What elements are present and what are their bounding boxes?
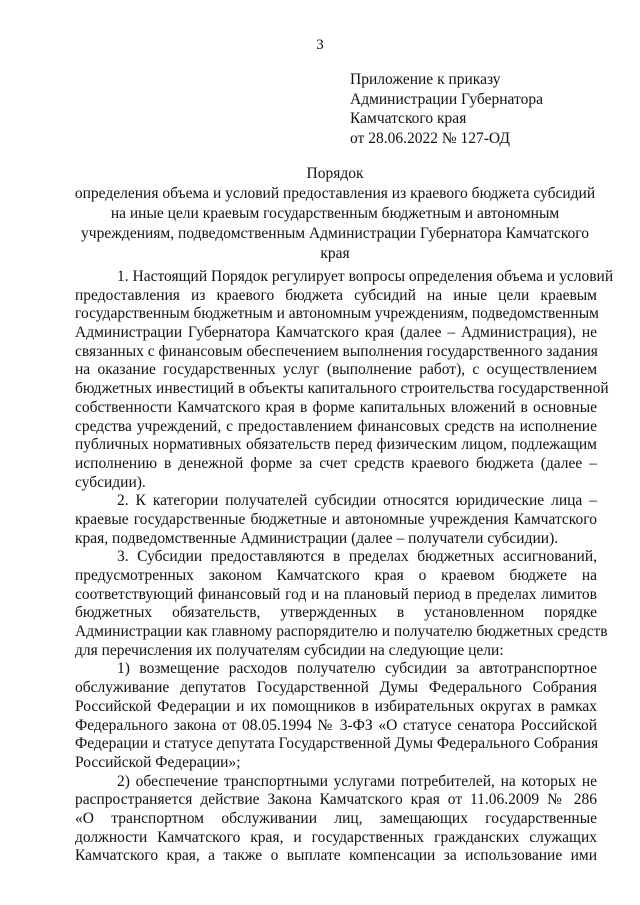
title-line: определения объема и условий предоставления из краевого бюджета субсидий: [74, 185, 596, 202]
body-line: бюджетных инвестиций в объекты капитального строительства государственной: [75, 380, 609, 398]
body-line: исполнению в денежной форме за счет средств краевого бюджета (далее –: [75, 454, 597, 472]
body-line: должности Камчатского края, и государственных гражданских служащих: [75, 828, 597, 846]
body-line: собственности Камчатского края в форме капитальных вложений в основные: [75, 398, 597, 416]
body-line: на оказание государственных услуг (выполнение работ), с осуществлением: [75, 361, 597, 379]
body-line: бюджетных обязательств, утвержденных в установленном порядке: [75, 604, 597, 622]
appendix-line: от 28.06.2022 № 127-ОД: [350, 129, 510, 147]
appendix-line: Администрации Губернатора: [350, 90, 543, 108]
body-line: предусмотренных законом Камчатского края о краевом бюджете на: [75, 567, 597, 584]
body-line: предоставления из краевого бюджета субсидий на иные цели краевым: [75, 286, 597, 304]
body-line: Администрации как главному распорядителю и получателю бюджетных средств: [75, 623, 608, 641]
body-line: краевые государственные бюджетные и автономные учреждения Камчатского: [75, 510, 597, 528]
appendix-line: Камчатского края: [350, 110, 467, 127]
title-line: учреждениям, подведомственным Администрации Губернатора Камчатского: [81, 225, 589, 242]
body-line: Российской Федерации и их помощников в избирательных округах в рамках: [75, 697, 597, 715]
body-line: Федерации и статусе депутата Государственной Думы Федерального Собрания: [75, 735, 599, 753]
body-line: средства учреждений, с предоставлением финансовых средств на исполнение: [75, 417, 597, 435]
body-line: для перечисления их получателям субсидии на следующие цели:: [75, 641, 504, 659]
title-line: Порядок: [306, 165, 364, 182]
body-line: 3. Субсидии предоставляются в пределах бюджетных ассигнований,: [117, 548, 597, 566]
body-line: публичных нормативных обязательств перед физическим лицом, подлежащим: [75, 436, 597, 454]
body-line: Администрации Губернатора Камчатского края (далее – Администрация), не: [75, 324, 597, 342]
body-line: края, подведомственные Администрации (далее – получатели субсидии).: [75, 529, 559, 547]
body-line: 1. Настоящий Порядок регулирует вопросы определения объема и условий: [117, 268, 614, 285]
document-title: [70, 164, 600, 264]
body-line: «О транспортном обслуживании лиц, замещающих государственные: [75, 809, 597, 827]
title-line: края: [320, 245, 350, 262]
appendix-block: [350, 70, 620, 148]
document-body: [75, 268, 614, 866]
body-line: 2. К категории получателей субсидии относятся юридические лица –: [117, 492, 597, 510]
body-line: государственным бюджетным и автономным учреждениям, подведомственным: [75, 305, 599, 323]
page-number: 3: [316, 37, 324, 53]
body-line: Российской Федерации»;: [75, 753, 241, 771]
body-line: Камчатского края, а также о выплате компенсации за использование ими: [75, 847, 597, 865]
appendix-line: Приложение к приказу: [350, 71, 501, 88]
body-line: Федерального закона от 08.05.1994 № 3-ФЗ «О статусе сенатора Российской: [75, 716, 597, 734]
title-line: на иные цели краевым государственным бюджетным и автономным: [110, 205, 560, 222]
body-line: соответствующий финансовый год и на плановый период в пределах лимитов: [75, 585, 597, 603]
body-line: 2) обеспечение транспортными услугами потребителей, на которых не: [117, 772, 597, 790]
body-line: распространяется действие Закона Камчатского края от 11.06.2009 № 286: [75, 791, 597, 809]
body-line: обслуживание депутатов Государственной Думы Федерального Собрания: [75, 679, 597, 697]
body-line: связанных с финансовым обеспечением выполнения государственного задания: [75, 342, 598, 360]
body-line: субсидии).: [75, 473, 146, 491]
body-line: 1) возмещение расходов получателю субсидии за автотранспортное: [117, 660, 597, 678]
